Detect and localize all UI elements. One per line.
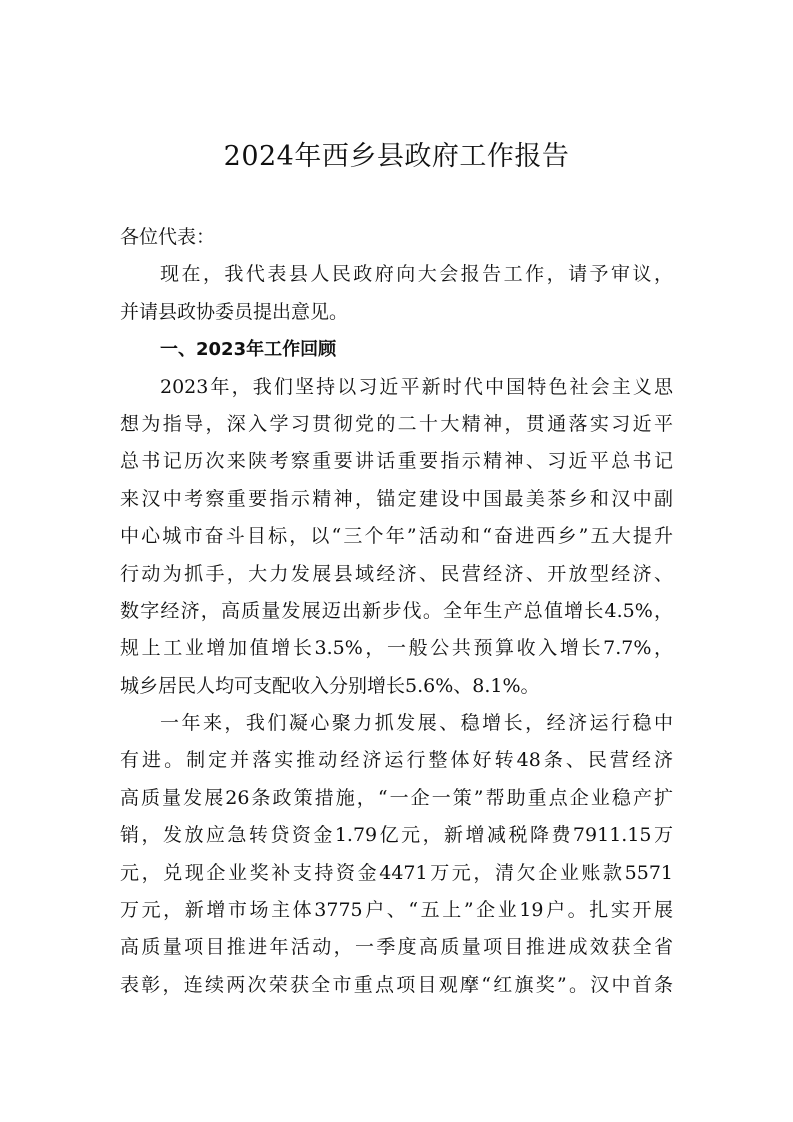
paragraph-1-line: 中心城市奋斗目标，以“三个年”活动和“奋进西乡”五大提升 (120, 525, 673, 548)
paragraph-2-line: 万元，新增市场主体3775户、“五上”企业19户。扎实开展 (120, 899, 673, 922)
paragraph-1-line: 规上工业增加值增长3.5%，一般公共预算收入增长7.7%， (120, 637, 673, 660)
paragraph-2-line: 有进。制定并落实推动经济运行整体好转48条、民营经济 (120, 749, 673, 772)
paragraph-2-line: 元，兑现企业奖补支持资金4471万元，清欠企业账款5571 (120, 861, 673, 884)
paragraph-1-line: 2023年，我们坚持以习近平新时代中国特色社会主义思 (160, 375, 673, 398)
paragraph-2-line: 高质量项目推进年活动，一季度高质量项目推进成效获全省 (120, 936, 673, 959)
paragraph-1-line: 城乡居民人均可支配收入分别增长5.6%、8.1%。 (120, 674, 540, 697)
paragraph-2-line: 高质量发展26条政策措施，“一企一策”帮助重点企业稳产扩 (120, 786, 673, 809)
paragraph-1-line: 行动为抓手，大力发展县域经济、民营经济、开放型经济、 (120, 562, 673, 585)
paragraph-1-line: 想为指导，深入学习贯彻党的二十大精神，贯通落实习近平 (120, 412, 673, 435)
paragraph-1-line: 数字经济，高质量发展迈出新步伐。全年生产总值增长4.5%， (120, 599, 673, 622)
paragraph-1-line: 总书记历次来陕考察重要讲话重要指示精神、习近平总书记 (120, 450, 673, 473)
intro-line: 现在，我代表县人民政府向大会报告工作，请予审议， (160, 263, 673, 286)
paragraph-2-line: 一年来，我们凝心聚力抓发展、稳增长，经济运行稳中 (160, 712, 673, 735)
paragraph-2-line: 表彰，连续两次荣获全市重点项目观摩“红旗奖”。汉中首条 (120, 973, 673, 996)
paragraph-1-line: 来汉中考察重要指示精神，锚定建设中国最美茶乡和汉中副 (120, 487, 673, 510)
paragraph-2-line: 销，发放应急转贷资金1.79亿元，新增减税降费7911.15万 (120, 824, 673, 847)
intro-line: 并请县政协委员提出意见。 (120, 300, 349, 323)
section-heading: 一、2023年工作回顾 (160, 339, 337, 361)
document-title: 2024年西乡县政府工作报告 (223, 141, 570, 172)
salutation: 各位代表： (120, 226, 216, 248)
document-body (120, 219, 673, 1004)
